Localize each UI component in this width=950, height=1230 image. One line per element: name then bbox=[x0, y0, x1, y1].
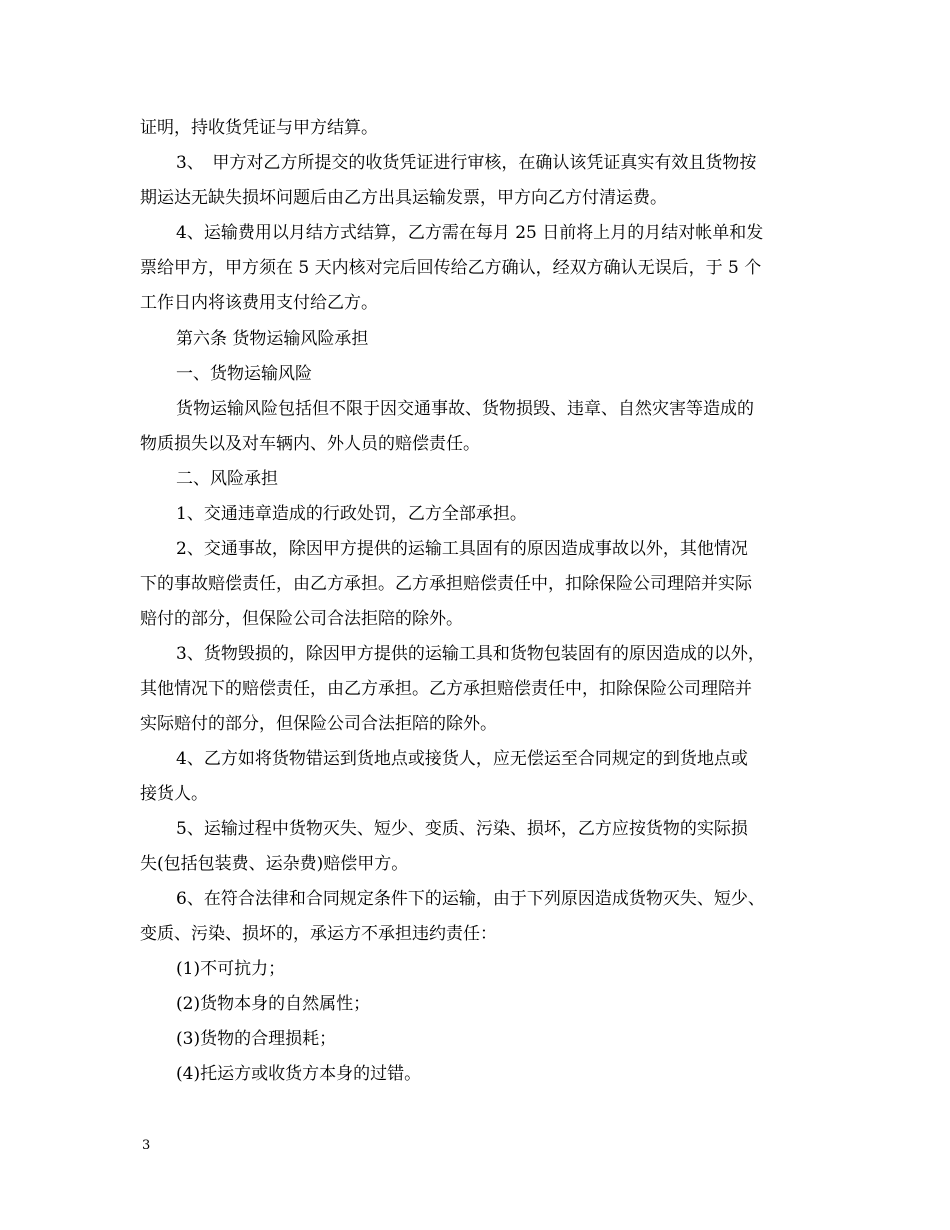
list-item: (1)不可抗力； bbox=[176, 959, 286, 979]
text-line: 失(包括包装费、运杂费)赔偿甲方。 bbox=[140, 854, 409, 874]
text-line: 赔付的部分，但保险公司合法拒陪的除外。 bbox=[140, 609, 463, 629]
text-line: 1、交通违章造成的行政处罚，乙方全部承担。 bbox=[176, 504, 527, 524]
list-item: (4)托运方或收货方本身的过错。 bbox=[176, 1064, 422, 1084]
text-line: 5、运输过程中货物灭失、短少、变质、污染、损坏，乙方应按货物的实际损 bbox=[176, 819, 748, 839]
list-item: (3)货物的合理损耗； bbox=[176, 1029, 337, 1049]
text-line: 证明，持收货凭证与甲方结算。 bbox=[140, 118, 378, 138]
section-heading: 第六条 货物运输风险承担 bbox=[176, 329, 369, 349]
subsection-heading: 一、货物运输风险 bbox=[176, 364, 312, 384]
text-line: 4、乙方如将货物错运到货地点或接货人，应无偿运至合同规定的到货地点或 bbox=[176, 749, 748, 769]
text-line: 2、交通事故，除因甲方提供的运输工具固有的原因造成事故以外，其他情况 bbox=[176, 539, 748, 559]
text-line: 3、货物毁损的，除因甲方提供的运输工具和货物包装固有的原因造成的以外， bbox=[176, 644, 765, 664]
text-line: 期运达无缺失损坏问题后由乙方出具运输发票，甲方向乙方付清运费。 bbox=[140, 188, 667, 208]
text-line: 4、运输费用以月结方式结算，乙方需在每月 25 日前将上月的月结对帐单和发 bbox=[176, 223, 764, 243]
list-item: (2)货物本身的自然属性； bbox=[176, 994, 371, 1014]
text-line: 物质损失以及对车辆内、外人员的赔偿责任。 bbox=[140, 434, 480, 454]
subsection-heading: 二、风险承担 bbox=[176, 469, 278, 489]
text-line: 其他情况下的赔偿责任，由乙方承担。乙方承担赔偿责任中，扣除保险公司理陪并 bbox=[140, 679, 752, 699]
text-line: 变质、污染、损坏的，承运方不承担违约责任： bbox=[140, 924, 497, 944]
text-line: 6、在符合法律和合同规定条件下的运输，由于下列原因造成货物灭失、短少、 bbox=[176, 889, 765, 909]
text-line: 工作日内将该费用支付给乙方。 bbox=[140, 293, 378, 313]
text-line: 实际赔付的部分，但保险公司合法拒陪的除外。 bbox=[140, 714, 497, 734]
text-line: 货物运输风险包括但不限于因交通事故、货物损毁、违章、自然灾害等造成的 bbox=[176, 399, 754, 419]
text-line: 接货人。 bbox=[140, 784, 208, 804]
page-number: 3 bbox=[142, 1138, 151, 1153]
text-line: 票给甲方，甲方须在 5 天内核对完后回传给乙方确认，经双方确认无误后，于 5 个 bbox=[140, 258, 762, 278]
text-line: 3、 甲方对乙方所提交的收货凭证进行审核，在确认该凭证真实有效且货物按 bbox=[176, 153, 757, 173]
text-line: 下的事故赔偿责任，由乙方承担。乙方承担赔偿责任中，扣除保险公司理陪并实际 bbox=[140, 574, 752, 594]
